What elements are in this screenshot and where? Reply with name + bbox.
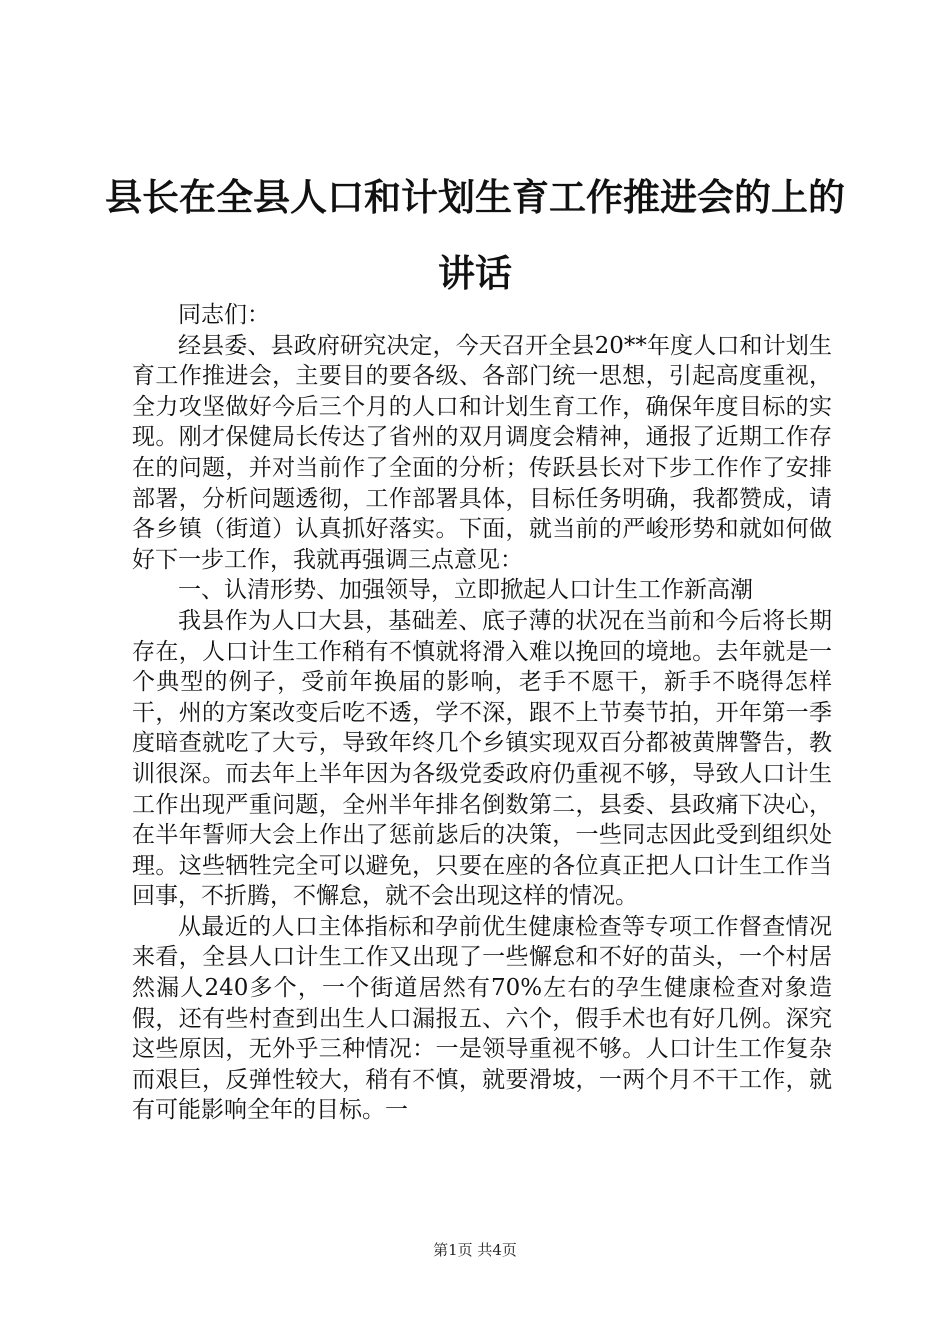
paragraph: 我县作为人口大县，基础差、底子薄的状况在当前和今后将长期存在，人口计生工作稍有不慎就将滑入难以挽回的境地。去年就是一个典型的例子，受前年换届的影响，老手不愿干，新手不晓得怎样干，州的方案改变后吃不透，学不深，跟不上节奏节拍，开年第一季度暗查就吃了大亏，导致年终几个乡镇实现双百分都被黄牌警告，教训很深。而去年上半年因为各级党委政府仍重视不够，导致人口计生工作出现严重问题，全州半年排名倒数第二，县委、县政痛下决心，在半年誓师大会上作出了惩前毖后的决策，一些同志因此受到组织处理。这些牺牲完全可以避免，只要在座的各位真正把人口计生工作当回事，不折腾，不懈怠，就不会出现这样的情况。: [132, 607, 832, 910]
paragraph: 从最近的人口主体指标和孕前优生健康检查等专项工作督查情况来看，全县人口计生工作又出现了一些懈怠和不好的苗头，一个村居然漏人240多个，一个街道居然有70%左右的孕生健康检查对象造假，还有些村查到出生人口漏报五、六个，假手术也有好几例。深究这些原因，无外乎三种情况：一是领导重视不够。人口计生工作复杂而艰巨，反弹性较大，稍有不慎，就要滑坡，一两个月不干工作，就有可能影响全年的目标。一: [132, 913, 832, 1124]
page-footer: 第1页 共4页: [433, 1241, 517, 1259]
document-title: 县长在全县人口和计划生育工作推进会的上的讲话: [105, 176, 845, 295]
document-body: [132, 300, 832, 1126]
section-heading: 一、认清形势、加强领导，立即掀起人口计生工作新高潮: [178, 577, 753, 604]
paragraph: 经县委、县政府研究决定，今天召开全县20**年度人口和计划生育工作推进会，主要目的要各级、各部门统一思想，引起高度重视，全力攻坚做好今后三个月的人口和计划生育工作，确保年度目标的实现。刚才保健局长传达了省州的双月调度会精神，通报了近期工作存在的问题，并对当前作了全面的分析；传跃县长对下步工作作了安排部署，分析问题透彻，工作部署具体，目标任务明确，我都赞成，请各乡镇（街道）认真抓好落实。下面，就当前的严峻形势和就如何做好下一步工作，我就再强调三点意见：: [132, 332, 832, 573]
salutation: 同志们：: [178, 302, 270, 328]
